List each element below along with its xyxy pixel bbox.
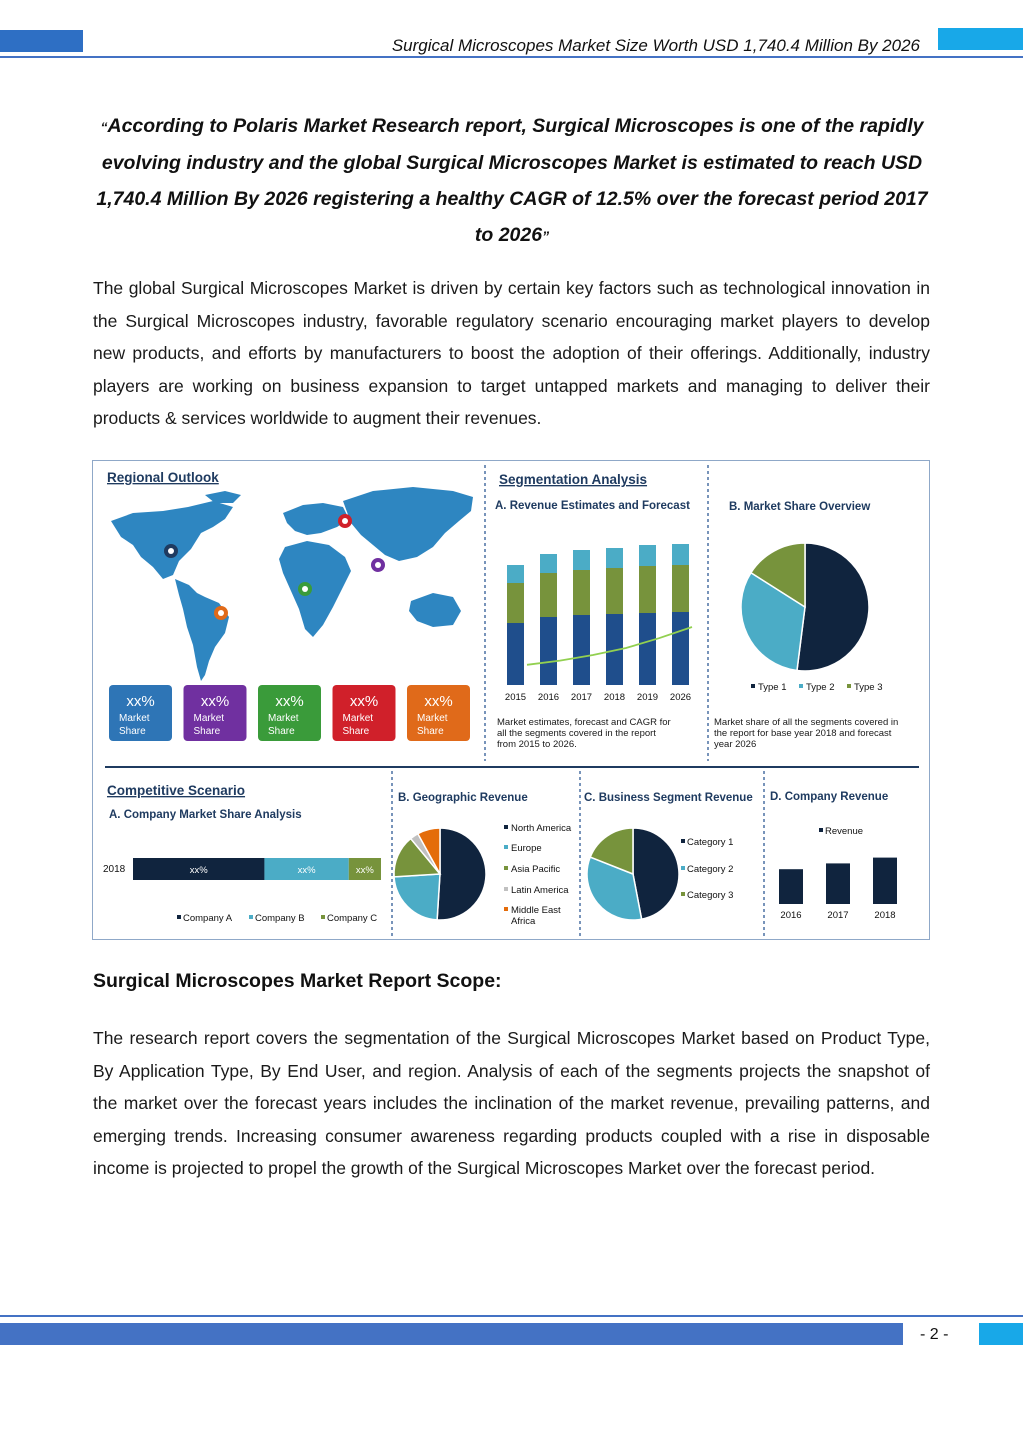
- revenue-tick-2015: 2015: [504, 692, 527, 703]
- map-pin-africa: [298, 582, 312, 596]
- map-pin-europe: [338, 514, 352, 528]
- revenue-tick-2018: 2018: [603, 692, 626, 703]
- company-legend-label-1: Company B: [255, 913, 305, 924]
- company-bar-label-0: xx%: [189, 865, 208, 876]
- share-note: Market share of all the segments covered in the report for base year 2018 and forecast year 2026: [714, 717, 899, 750]
- geo-legend-swatch-3: [504, 887, 508, 891]
- region-tile-label: Share: [417, 726, 444, 737]
- company-revenue-tick-2017: 2017: [827, 910, 849, 921]
- company-revenue-bar-2017: [826, 863, 850, 904]
- region-tile-label: Share: [193, 726, 221, 737]
- company-legend-label-2: Company C: [327, 913, 378, 924]
- revenue-bar-2019-s2: [639, 545, 656, 566]
- continent-australia: [409, 593, 461, 627]
- map-pin-north-america: [164, 544, 178, 558]
- geo-revenue-title: B. Geographic Revenue: [398, 792, 528, 804]
- competitive-title: Competitive Scenario: [107, 783, 246, 798]
- market-share-pie: [741, 543, 869, 671]
- geo-legend-swatch-2: [504, 866, 508, 870]
- revenue-bar-2017-s2: [573, 550, 590, 570]
- revenue-bar-2016-s1: [540, 573, 557, 617]
- business-legend-label-2: Category 3: [687, 890, 734, 901]
- market-share-title: B. Market Share Overview: [729, 501, 871, 513]
- share-legend-label-0: Type 1: [758, 682, 787, 693]
- geo-legend-swatch-4: [504, 907, 508, 911]
- footer-rule: [0, 1315, 1023, 1317]
- business-slice-0: [633, 828, 679, 919]
- quote-open-mark: “: [100, 119, 108, 135]
- lead-quote: [92, 108, 932, 254]
- region-tile-value: xx%: [349, 693, 379, 710]
- revenue-bar-2018-s2: [606, 548, 623, 568]
- world-map: [111, 487, 473, 681]
- region-tile-label: Share: [119, 726, 146, 737]
- geo-legend-swatch-1: [504, 845, 508, 849]
- intro-paragraph: The global Surgical Microscopes Market is driven by certain key factors such as technological innovation in the Surgical Microscopes industry, favorable regulatory scenario encouraging market players to develop new products, and efforts by manufacturers to boost the adoption of their offerings. Additionally, industry players are working on business expansion to target untapped markets and managing to deliver their products & services worldwide to augment their revenues.: [93, 278, 930, 429]
- region-tile-label: Market: [268, 713, 299, 724]
- revenue-chart: [505, 544, 692, 703]
- share-legend-swatch-1: [799, 684, 803, 688]
- revenue-bar-2017-s1: [573, 570, 590, 615]
- revenue-bar-2015-s1: [507, 583, 524, 623]
- revenue-tick-2026: 2026: [669, 692, 692, 703]
- region-tile-3: [333, 685, 396, 741]
- revenue-bar-2026-s0: [672, 612, 689, 685]
- business-legend-swatch-0: [681, 839, 685, 843]
- map-pin-south-america: [214, 606, 228, 620]
- business-revenue-title: C. Business Segment Revenue: [584, 792, 753, 804]
- region-tiles: [109, 685, 470, 741]
- region-tile-2: [258, 685, 321, 741]
- continent-greenland: [205, 491, 241, 503]
- region-tile-label: Share: [342, 726, 370, 737]
- geo-legend-label-3: Latin America: [511, 885, 569, 896]
- market-share-slice-0: [797, 543, 869, 671]
- infographic: [92, 460, 930, 940]
- geo-slice-0: [437, 828, 486, 920]
- geo-slice-1: [394, 874, 440, 920]
- revenue-bar-2026-s2: [672, 544, 689, 565]
- company-revenue-title: D. Company Revenue: [770, 791, 889, 803]
- company-revenue-tick-2018: 2018: [874, 910, 896, 921]
- revenue-bar-2016-s0: [540, 617, 557, 685]
- region-tile-label: Share: [268, 726, 295, 737]
- company-legend-swatch-1: [249, 915, 253, 919]
- infographic-canvas: [93, 461, 929, 939]
- region-tile-1: [184, 685, 247, 741]
- geo-legend-label-0: North America: [511, 823, 572, 834]
- share-legend-label-1: Type 2: [806, 682, 835, 693]
- revenue-bar-2019-s1: [639, 566, 656, 613]
- region-tile-value: xx%: [424, 693, 453, 710]
- revenue-bar-2026-s1: [672, 565, 689, 612]
- page-header-title: Surgical Microscopes Market Size Worth USD 1,740.4 Million By 2026: [391, 36, 920, 55]
- business-legend-swatch-1: [681, 866, 685, 870]
- region-tile-value: xx%: [126, 693, 155, 710]
- revenue-bar-2015-s2: [507, 565, 524, 583]
- header-rule: [0, 56, 1023, 58]
- report-scope-paragraph: The research report covers the segmentation of the Surgical Microscopes Market based on Product Type, By Application Type, By End User, and region. Analysis of each of the segments projects the snapshot of the market over the forecast years includes the inclination of the market revenue, prevailing patterns, and emerging trends. Increasing consumer awareness regarding products coupled with a rise in disposable income is projected to propel the growth of the Surgical Microscopes Market over the forecast period.: [93, 1028, 930, 1179]
- region-tile-value: xx%: [275, 693, 304, 710]
- geo-legend-swatch-0: [504, 825, 508, 829]
- business-legend-label-0: Category 1: [687, 837, 734, 848]
- company-share-title: A. Company Market Share Analysis: [109, 809, 302, 821]
- segmentation-title: Segmentation Analysis: [499, 472, 648, 487]
- region-tile-label: Market: [119, 713, 150, 724]
- company-share-bar: [103, 858, 381, 924]
- company-revenue-bar-2016: [779, 869, 803, 904]
- region-tile-label: Market: [417, 713, 448, 724]
- company-bar-category: 2018: [103, 864, 126, 875]
- revenue-bar-2019-s0: [639, 613, 656, 685]
- revenue-bar-2015-s0: [507, 623, 524, 685]
- continent-africa: [279, 541, 351, 637]
- header-accent-left: [0, 30, 83, 52]
- continent-north-america: [111, 501, 233, 579]
- company-revenue-bar-2018: [873, 858, 897, 904]
- continent-asia: [343, 487, 473, 561]
- company-revenue-chart: [779, 826, 897, 921]
- region-tile-label: Market: [193, 713, 225, 724]
- share-legend-swatch-0: [751, 684, 755, 688]
- business-legend-swatch-2: [681, 892, 685, 896]
- share-legend-swatch-2: [847, 684, 851, 688]
- footer-accent: [979, 1323, 1023, 1345]
- map-pin-asia: [371, 558, 385, 572]
- company-legend-swatch-2: [321, 915, 325, 919]
- revenue-tick-2017: 2017: [570, 692, 593, 703]
- geo-legend-label-1: Europe: [511, 843, 542, 854]
- revenue-tick-2016: 2016: [537, 692, 560, 703]
- revenue-estimates-title: A. Revenue Estimates and Forecast: [495, 500, 690, 512]
- geo-revenue-pie: [394, 823, 572, 927]
- regional-title: Regional Outlook: [107, 470, 219, 485]
- company-revenue-tick-2016: 2016: [780, 910, 802, 921]
- header-accent-right: [938, 28, 1023, 50]
- revenue-bar-2017-s0: [573, 615, 590, 685]
- geo-legend-label-4-b: Africa: [511, 916, 536, 927]
- revenue-bar-2016-s2: [540, 554, 557, 573]
- footer-bar: [0, 1323, 903, 1345]
- revenue-note: Market estimates, forecast and CAGR for all the segments covered in the report from 2015 to 2026.: [497, 717, 671, 750]
- geo-legend-label-4: Middle East: [511, 905, 561, 916]
- business-legend-label-1: Category 2: [687, 864, 734, 875]
- quote-text: According to Polaris Market Research report, Surgical Microscopes is one of the rapidly evolving industry and the global Surgical Microscopes Market is estimated to reach USD 1,740.4 Million By 2026 registering a healthy CAGR of 12.5% over the forecast period 2017 to 2026: [96, 115, 928, 246]
- business-revenue-pie: [587, 828, 733, 920]
- revenue-tick-2019: 2019: [636, 692, 659, 703]
- geo-legend-label-2: Asia Pacific: [511, 864, 561, 875]
- company-legend-swatch-0: [177, 915, 181, 919]
- revenue-bar-2018-s1: [606, 568, 623, 614]
- region-tile-4: [407, 685, 470, 741]
- page-number: - 2 -: [920, 1326, 949, 1343]
- region-tile-value: xx%: [200, 693, 230, 710]
- region-tile-0: [109, 685, 172, 741]
- region-tile-label: Market: [342, 713, 374, 724]
- company-bar-label-2: xx%: [355, 865, 374, 876]
- market-share-legend: [751, 682, 883, 693]
- report-scope-heading: Surgical Microscopes Market Report Scope:: [93, 970, 502, 992]
- company-legend-label-0: Company A: [183, 913, 233, 924]
- share-legend-label-2: Type 3: [854, 682, 883, 693]
- company-bar-label-1: xx%: [297, 865, 316, 876]
- quote-close-mark: ”: [542, 228, 550, 244]
- company-revenue-legend-swatch: [819, 828, 823, 832]
- continent-south-america: [175, 579, 229, 681]
- company-revenue-legend-label: Revenue: [825, 826, 864, 837]
